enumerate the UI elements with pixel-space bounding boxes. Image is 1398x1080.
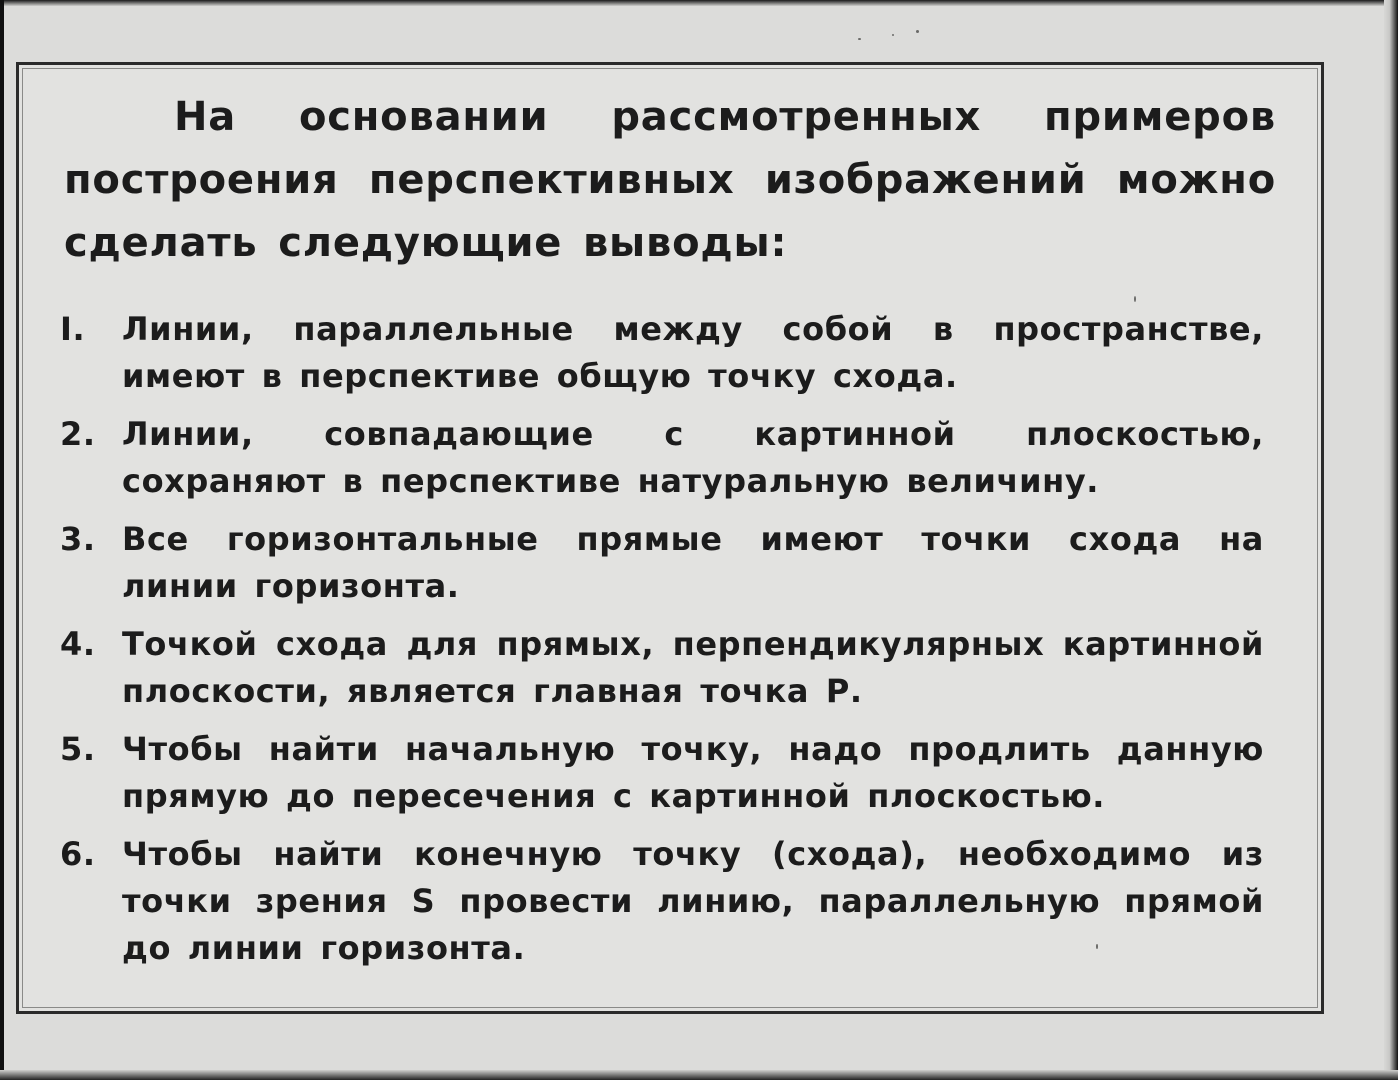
conclusion-number: 3. (60, 520, 96, 558)
dust-speck (1134, 296, 1136, 302)
film-edge-right (1384, 0, 1398, 1080)
conclusions-list (60, 306, 1264, 983)
dust-speck (858, 38, 861, 40)
conclusion-item-3 (60, 516, 1264, 610)
dust-speck (892, 34, 894, 36)
conclusion-text: Чтобы найти начальную точку, надо продлить данную прямую до пересечения с картинной плоскостью. (122, 730, 1264, 815)
conclusion-item-2 (60, 411, 1264, 505)
film-edge-left (0, 0, 4, 1080)
film-edge-top (0, 0, 1398, 6)
conclusion-number: 2. (60, 415, 96, 453)
film-edge-bottom (0, 1070, 1398, 1080)
conclusion-text: Чтобы найти конечную точку (схода), необходимо из точки зрения S провести линию, параллельную прямой до линии горизонта. (122, 835, 1264, 967)
dust-speck (916, 30, 919, 33)
conclusion-item-6 (60, 831, 1264, 972)
conclusion-text: Все горизонтальные прямые имеют точки схода на линии горизонта. (122, 520, 1264, 605)
conclusion-item-4 (60, 621, 1264, 715)
conclusion-item-5 (60, 726, 1264, 820)
conclusion-number: I. (60, 310, 86, 348)
conclusion-number: 4. (60, 625, 96, 663)
conclusion-text: Линии, параллельные между собой в пространстве, имеют в перспективе общую точку схода. (122, 310, 1264, 395)
conclusion-number: 5. (60, 730, 96, 768)
intro-paragraph: На основании рассмотренных примеров построения перспективных изображений можно сделать следующие выводы: (64, 94, 1276, 266)
conclusion-item-1 (60, 306, 1264, 400)
conclusion-text: Точкой схода для прямых, перпендикулярных картинной плоскости, является главная точка Р. (122, 625, 1264, 710)
conclusion-text: Линии, совпадающие с картинной плоскостью, сохраняют в перспективе натуральную величину. (122, 415, 1264, 500)
conclusion-number: 6. (60, 835, 96, 873)
